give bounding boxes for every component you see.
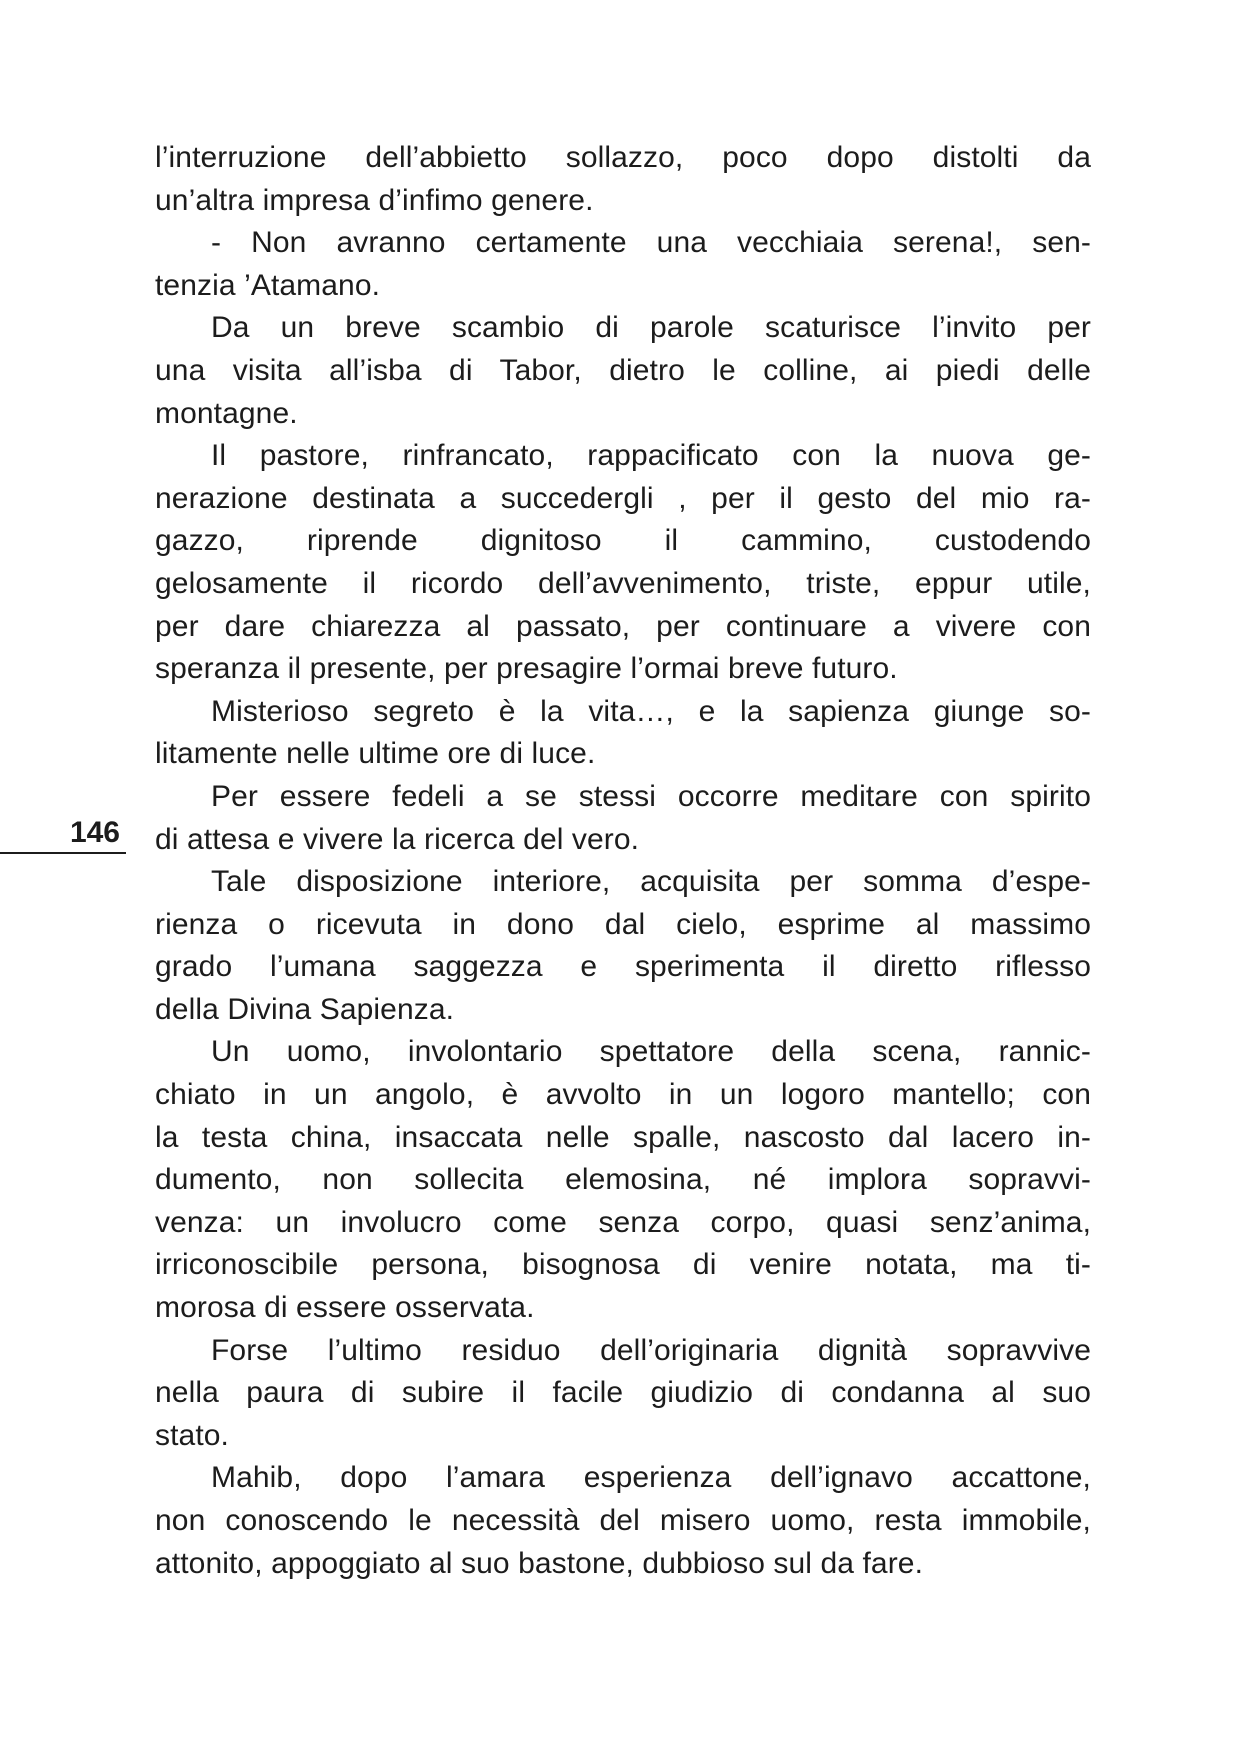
text-line: gelosamente il ricordo dell’avvenimento, triste, eppur utile, xyxy=(155,566,1091,600)
text-line: Tale disposizione interiore, acquisita per somma d’espe- xyxy=(211,865,1091,899)
text-line: Un uomo, involontario spettatore della scena, rannic- xyxy=(211,1035,1091,1069)
text-line: Mahib, dopo l’amara esperienza dell’ignavo accattone, xyxy=(211,1461,1091,1495)
page-number-rule xyxy=(0,852,126,854)
text-line: morosa di essere osservata. xyxy=(155,1291,535,1325)
text-line: Da un breve scambio di parole scaturisce l’invito per xyxy=(211,311,1091,345)
text-line: litamente nelle ultime ore di luce. xyxy=(155,737,596,771)
text-line: un’altra impresa d’infimo genere. xyxy=(155,183,594,217)
text-line: della Divina Sapienza. xyxy=(155,992,455,1026)
text-line: nella paura di subire il facile giudizio di condanna al suo xyxy=(155,1376,1091,1410)
text-line: attonito, appoggiato al suo bastone, dubbioso sul da fare. xyxy=(155,1546,924,1580)
text-line: la testa china, insaccata nelle spalle, nascosto dal lacero in- xyxy=(155,1120,1091,1154)
text-line: Per essere fedeli a se stessi occorre meditare con spirito xyxy=(211,779,1091,813)
text-line: dumento, non sollecita elemosina, né implora sopravvi- xyxy=(155,1163,1091,1197)
text-line: una visita all’isba di Tabor, dietro le colline, ai piedi delle xyxy=(155,353,1091,387)
text-line: rienza o ricevuta in dono dal cielo, esprime al massimo xyxy=(155,907,1091,941)
text-line: grado l’umana saggezza e sperimenta il diretto riflesso xyxy=(155,950,1091,984)
text-line: per dare chiarezza al passato, per continuare a vivere con xyxy=(155,609,1091,643)
text-line: montagne. xyxy=(155,396,298,430)
page-number-block xyxy=(0,814,126,854)
text-line: Misterioso segreto è la vita…, e la sapienza giunge so- xyxy=(211,694,1091,728)
text-line: Forse l’ultimo residuo dell’originaria dignità sopravvive xyxy=(211,1333,1091,1367)
text-line: di attesa e vivere la ricerca del vero. xyxy=(155,822,640,856)
text-line: speranza il presente, per presagire l’ormai breve futuro. xyxy=(155,652,898,686)
text-line: non conoscendo le necessità del misero uomo, resta immobile, xyxy=(155,1504,1091,1537)
body-text xyxy=(155,137,1091,1585)
text-line: tenzia ’Atamano. xyxy=(155,268,381,302)
page-number: 146 xyxy=(69,816,120,849)
text-line: irriconoscibile persona, bisognosa di venire notata, ma ti- xyxy=(155,1248,1091,1282)
text-line: - Non avranno certamente una vecchiaia serena!, sen- xyxy=(211,226,1091,260)
text-line: gazzo, riprende dignitoso il cammino, custodendo xyxy=(155,524,1091,558)
text-line: nerazione destinata a succedergli , per il gesto del mio ra- xyxy=(155,481,1091,515)
text-line: l’interruzione dell’abbietto sollazzo, poco dopo distolti da xyxy=(155,141,1091,174)
text-line: stato. xyxy=(155,1418,229,1452)
text-line: chiato in un angolo, è avvolto in un logoro mantello; con xyxy=(155,1078,1091,1112)
text-line: venza: un involucro come senza corpo, quasi senz’anima, xyxy=(155,1205,1091,1239)
text-line: Il pastore, rinfrancato, rappacificato con la nuova ge- xyxy=(211,439,1091,473)
